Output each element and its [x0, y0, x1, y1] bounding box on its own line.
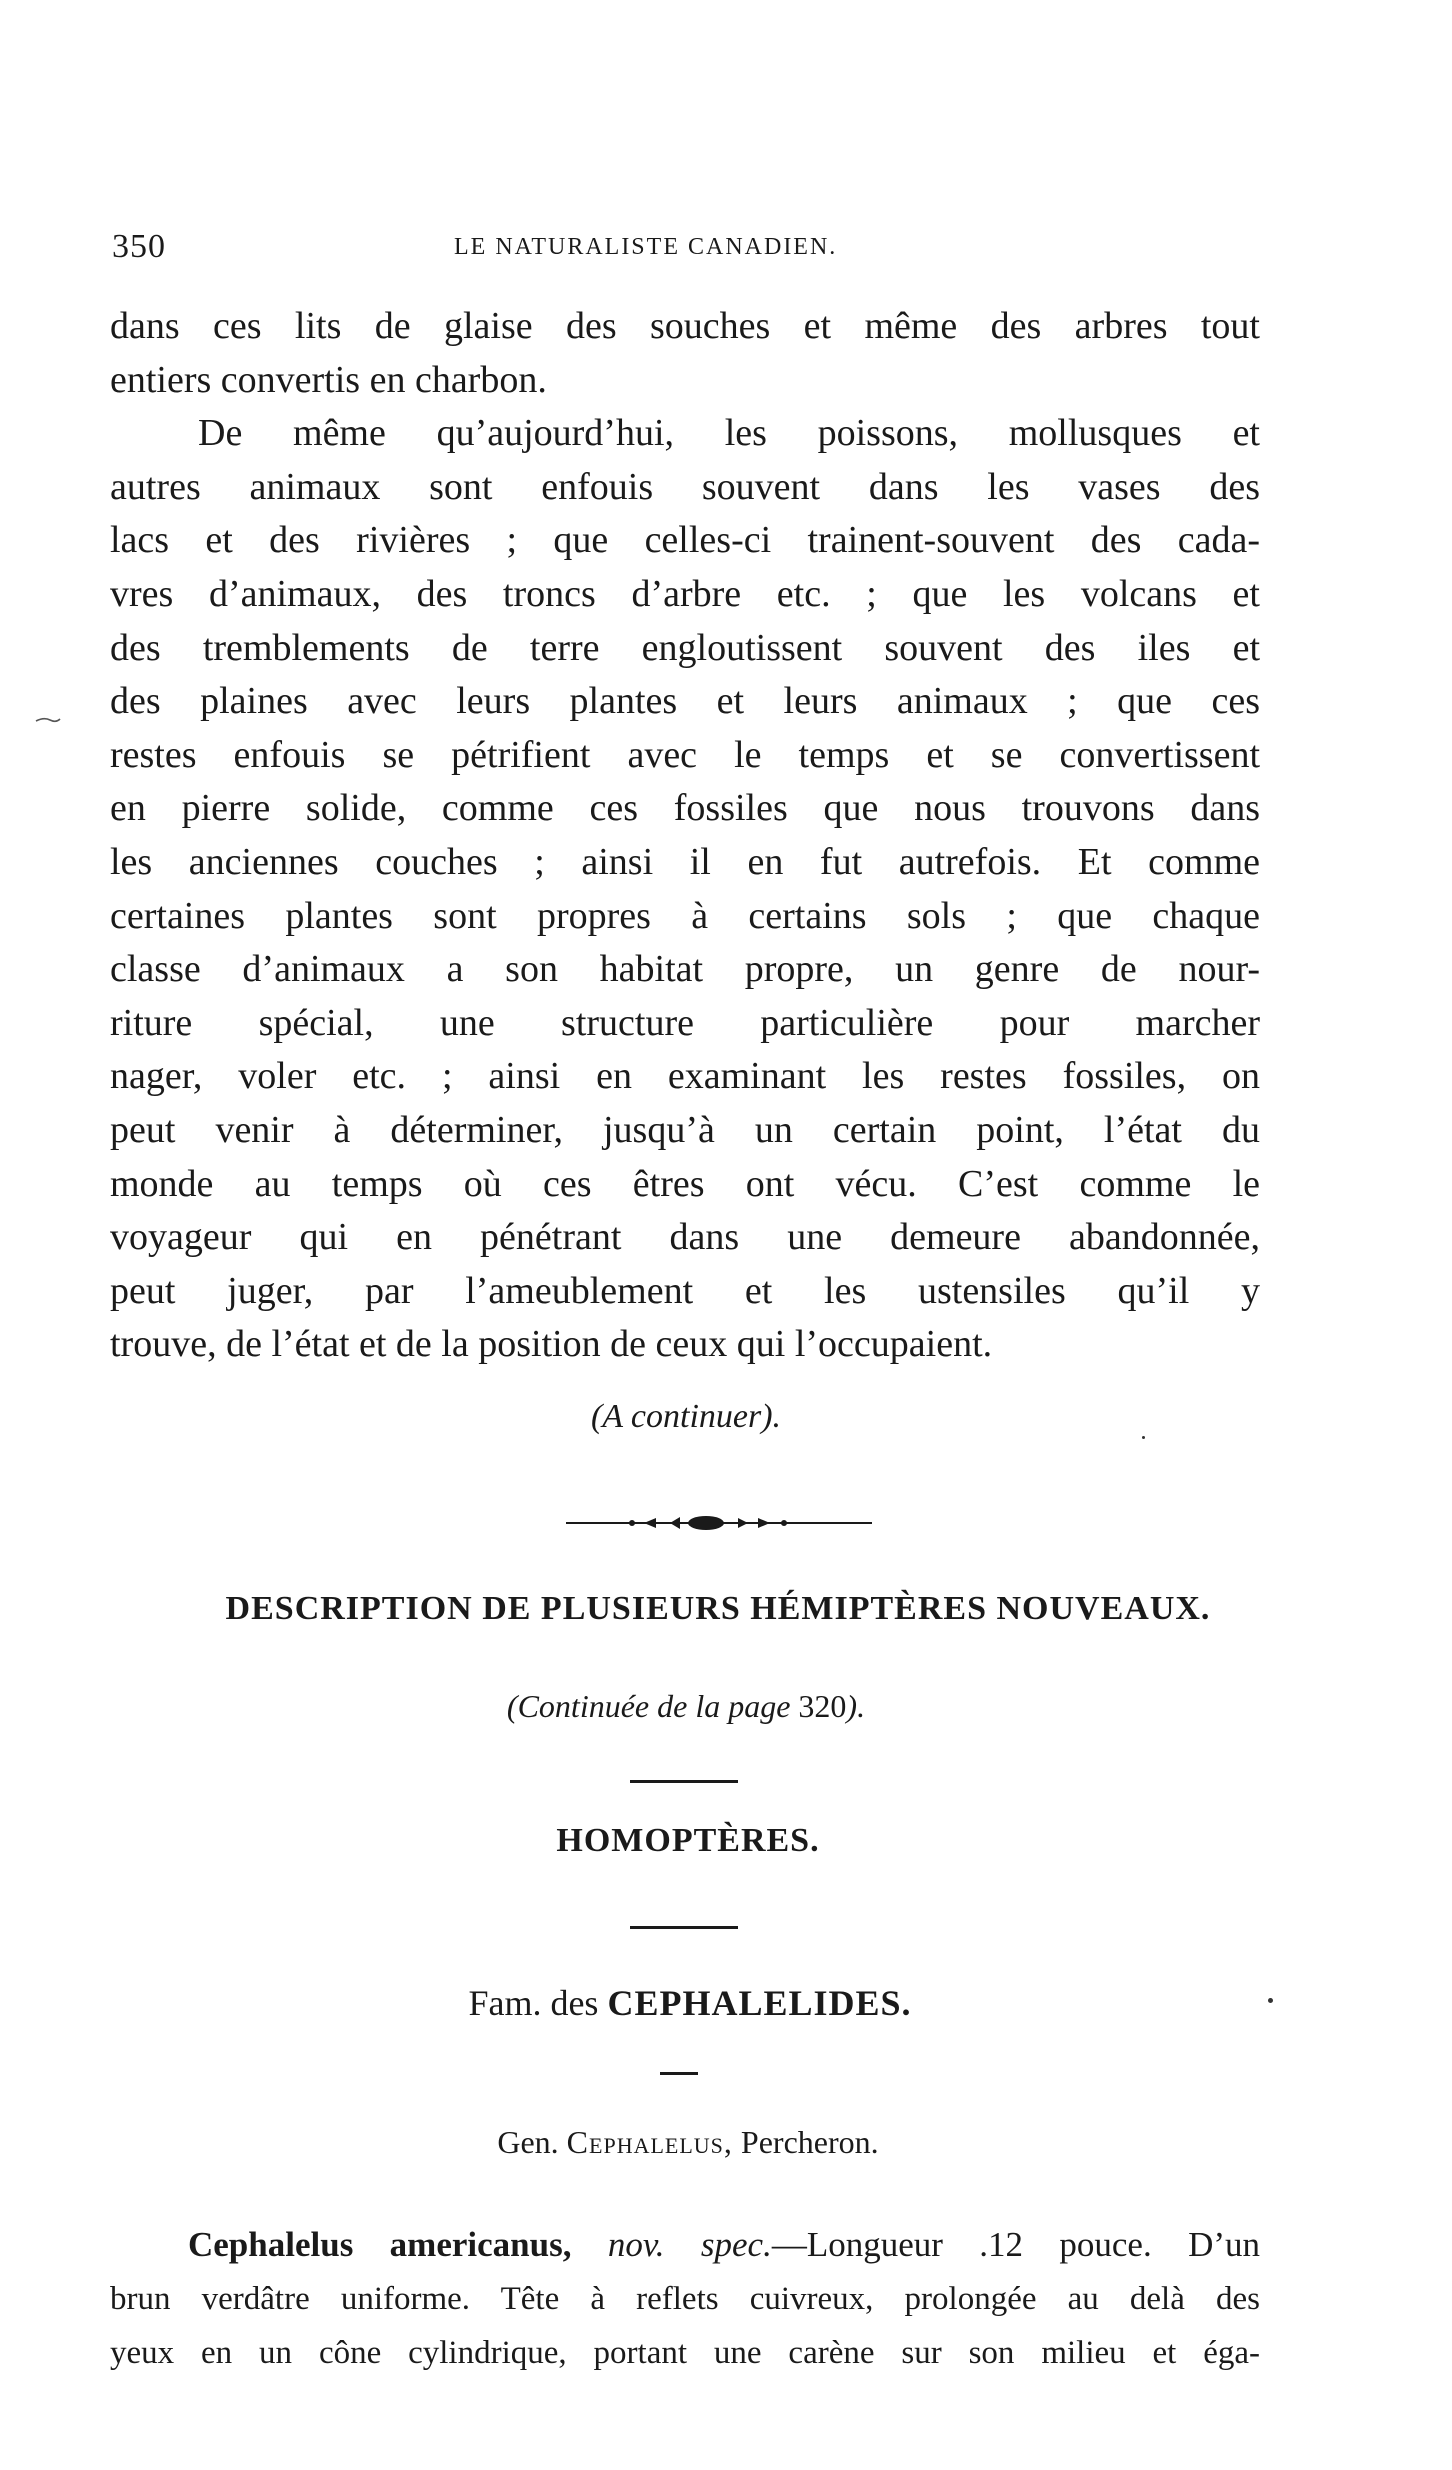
- body-text: [110, 300, 1260, 1372]
- body-line: entiers convertis en charbon.: [110, 358, 547, 401]
- continued-from-text: (Continuée de la page: [506, 1688, 791, 1724]
- body-line: dans ces lits de glaise des souches et même des arbres tout: [110, 305, 1260, 347]
- horizontal-rule: [630, 1926, 738, 1929]
- species-line1-rest: —Longueur .12 pouce. D’un: [771, 2225, 1260, 2264]
- species-line: brun verdâtre uniforme. Tête à reflets cuivreux, prolongée au delà des: [110, 2281, 1260, 2317]
- horizontal-rule: [630, 1780, 738, 1783]
- family-name: CEPHALELIDES.: [607, 1983, 912, 2023]
- ornament-divider-icon: [566, 1512, 872, 1534]
- body-line: autres animaux sont enfouis souvent dans les vases des: [110, 465, 1260, 508]
- continued-from-note: [0, 1688, 1412, 1725]
- running-head: [112, 228, 1262, 272]
- speck: [1142, 1436, 1145, 1439]
- body-line: en pierre solide, comme ces fossiles que nous trouvons dans: [110, 787, 1260, 830]
- page-number: 350: [112, 228, 166, 265]
- family-prefix: Fam. des: [468, 1983, 599, 2023]
- subsection-title: HOMOPTÈRES.: [556, 1822, 820, 1859]
- genus-prefix: Gen.: [497, 2124, 559, 2160]
- body-line: riture spécial, une structure particulière pour marcher: [110, 1001, 1260, 1044]
- body-line: nager, voler etc. ; ainsi en examinant les restes fossiles, on: [110, 1055, 1260, 1098]
- genus-name: Cephalelus,: [566, 2124, 733, 2160]
- body-line: peut juger, par l’ameublement et les ustensiles qu’il y: [110, 1269, 1260, 1312]
- genus-line: [0, 2124, 1414, 2161]
- section-title: DESCRIPTION DE PLUSIEURS HÉMIPTÈRES NOUVEAUX.: [225, 1590, 1211, 1627]
- body-line: des tremblements de terre engloutissent souvent des iles et: [110, 626, 1260, 669]
- species-name: Cephalelus americanus,: [188, 2225, 572, 2264]
- continued-from-close: ).: [846, 1688, 866, 1724]
- body-line: classe d’animaux a son habitat propre, un genre de nour-: [110, 948, 1260, 991]
- species-line: yeux en un cône cylindrique, portant une carène sur son milieu et éga-: [110, 2335, 1260, 2371]
- margin-mark: [34, 712, 62, 722]
- body-line: trouve, de l’état et de la position de ceux qui l’occupaient.: [110, 1323, 993, 1366]
- body-line: peut venir à déterminer, jusqu’à un certain point, l’état du: [110, 1108, 1260, 1151]
- body-line: restes enfouis se pétrifient avec le temps et se convertissent: [110, 733, 1260, 776]
- body-line: voyageur qui en pénétrant dans une demeure abandonnée,: [110, 1216, 1260, 1259]
- short-rule: [660, 2072, 698, 2075]
- body-line: les anciennes couches ; ainsi il en fut autrefois. Et comme: [110, 840, 1260, 883]
- body-line: des plaines avec leurs plantes et leurs animaux ; que ces: [110, 680, 1260, 723]
- continue-note: (A continuer).: [590, 1398, 782, 1435]
- body-line: vres d’animaux, des troncs d’arbre etc. ; que les volcans et: [110, 572, 1260, 615]
- speck: [1268, 1998, 1273, 2003]
- body-line: De même qu’aujourd’hui, les poissons, mollusques et: [198, 412, 1260, 455]
- species-line: [110, 2218, 1260, 2272]
- family-title: [0, 1982, 1416, 2024]
- journal-title: LE NATURALISTE CANADIEN.: [454, 234, 838, 260]
- body-line: lacs et des rivières ; que celles-ci trainent-souvent des cada-: [110, 519, 1260, 562]
- continued-from-page: 320: [798, 1688, 847, 1724]
- body-line: certaines plantes sont propres à certains sols ; que chaque: [110, 894, 1260, 937]
- body-line: monde au temps où ces êtres ont vécu. C’est comme le: [110, 1162, 1260, 1205]
- species-status: nov. spec.: [607, 2225, 772, 2264]
- species-description: [110, 2218, 1260, 2380]
- genus-author: Percheron.: [740, 2124, 879, 2160]
